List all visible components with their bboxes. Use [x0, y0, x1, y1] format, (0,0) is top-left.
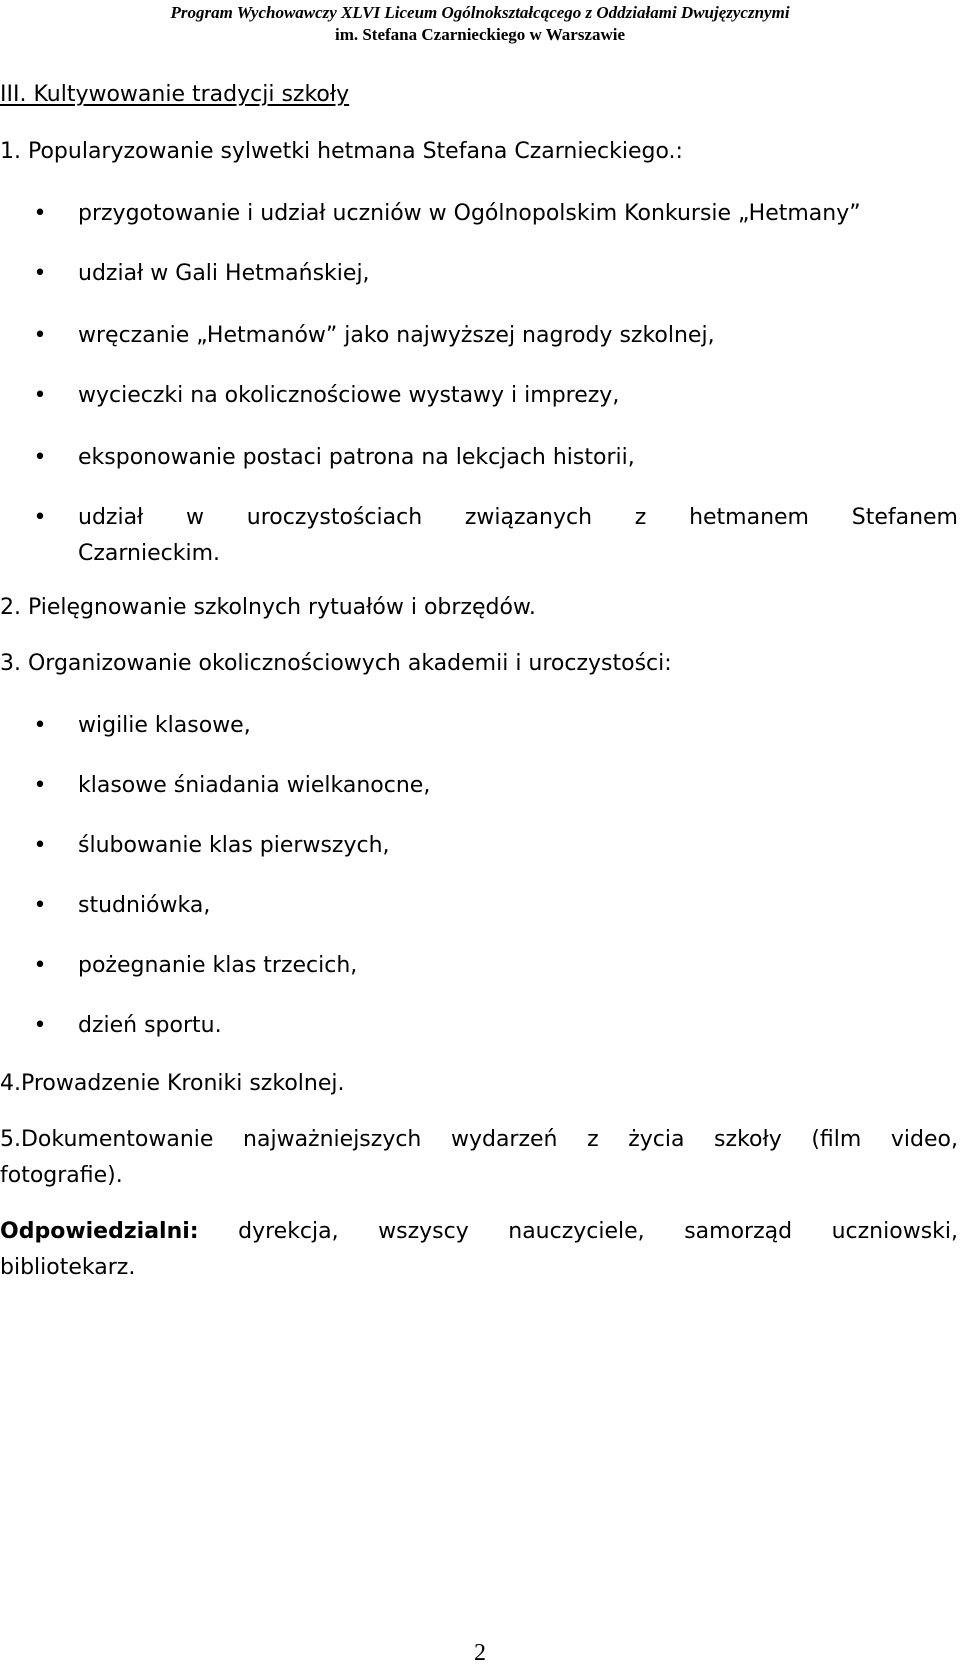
bullet-icon: •	[33, 323, 47, 348]
header-line-1: Program Wychowawczy XLVI Liceum Ogólnokształcącego z Oddziałami Dwujęzycznymi	[170, 3, 790, 22]
responsible-line-1	[0, 1214, 958, 1250]
list-item: pożegnanie klas trzecich,	[78, 953, 358, 978]
point-5-line-1: 5.Dokumentowanie najważniejszych wydarzeń z życia szkoły (film video,	[0, 1127, 958, 1152]
responsible-line-2: bibliotekarz.	[0, 1255, 136, 1280]
list-item: wigilie klasowe,	[78, 713, 251, 738]
bullet-icon: •	[33, 893, 47, 918]
bullet-icon: •	[33, 201, 47, 226]
bullet-icon: •	[33, 505, 47, 530]
list-item: przygotowanie i udział uczniów w Ogólnopolskim Konkursie „Hetmany”	[78, 201, 861, 226]
point-2-heading: 2. Pielęgnowanie szkolnych rytuałów i obrzędów.	[0, 595, 536, 620]
section-title: III. Kultywowanie tradycji szkoły	[0, 82, 350, 107]
bullet-icon: •	[33, 383, 47, 408]
list-item-line-1: udział w uroczystościach związanych z hetmanem Stefanem	[78, 505, 958, 530]
list-item: wycieczki na okolicznościowe wystawy i imprezy,	[78, 383, 620, 408]
bullet-icon: •	[33, 445, 47, 470]
responsible-label: Odpowiedzialni:	[0, 1219, 199, 1244]
bullet-icon: •	[33, 1013, 47, 1038]
list-item: klasowe śniadania wielkanocne,	[78, 773, 431, 798]
bullet-icon: •	[33, 713, 47, 738]
list-item: udział w Gali Hetmańskiej,	[78, 261, 370, 286]
list-item: ślubowanie klas pierwszych,	[78, 833, 390, 858]
list-item: eksponowanie postaci patrona na lekcjach historii,	[78, 445, 635, 470]
responsible-text: dyrekcja, wszyscy nauczyciele, samorząd uczniowski,	[198, 1219, 958, 1244]
bullet-icon: •	[33, 953, 47, 978]
list-item: wręczanie „Hetmanów” jako najwyższej nagrody szkolnej,	[78, 323, 715, 348]
page-header	[0, 2, 960, 46]
bullet-icon: •	[33, 773, 47, 798]
list-item: dzień sportu.	[78, 1013, 222, 1038]
point-4-heading: 4.Prowadzenie Kroniki szkolnej.	[0, 1071, 345, 1096]
bullet-icon: •	[33, 833, 47, 858]
list-item: studniówka,	[78, 893, 211, 918]
list-item-line-2: Czarnieckim.	[78, 541, 221, 566]
point-5-line-2: fotografie).	[0, 1163, 123, 1188]
point-3-heading: 3. Organizowanie okolicznościowych akademii i uroczystości:	[0, 651, 672, 676]
page-number: 2	[474, 1640, 486, 1666]
bullet-icon: •	[33, 261, 47, 286]
header-line-2: im. Stefana Czarnieckiego w Warszawie	[334, 25, 626, 44]
point-1-heading: 1. Popularyzowanie sylwetki hetmana Stefana Czarnieckiego.:	[0, 139, 683, 164]
